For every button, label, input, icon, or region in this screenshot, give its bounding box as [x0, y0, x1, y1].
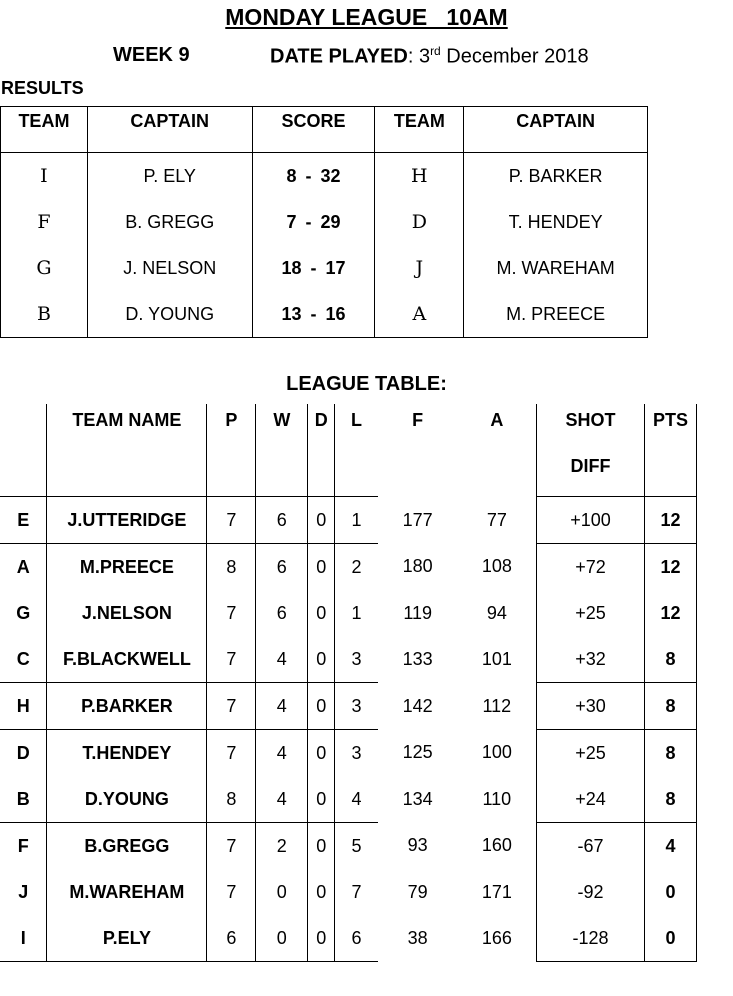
points-against: 166 — [481, 927, 512, 948]
results-header-captain: CAPTAIN — [87, 107, 252, 153]
league-header-lost: L — [335, 404, 378, 497]
date-played — [270, 44, 589, 69]
league-header-shot-diff: SHOT DIFF — [537, 404, 645, 497]
played: 6 — [207, 915, 256, 962]
shot-diff: -128 — [537, 915, 645, 962]
league-header-letter — [0, 404, 47, 497]
drawn: 0 — [308, 544, 335, 591]
shot-diff: +24 — [537, 776, 645, 823]
team-letter: B — [0, 776, 47, 823]
match-score: 13 - 16 — [252, 291, 375, 338]
home-captain: P. ELY — [87, 153, 252, 200]
team-letter: G — [0, 590, 47, 636]
league-row — [0, 730, 697, 777]
lost: 5 — [335, 823, 378, 870]
drawn: 0 — [308, 776, 335, 823]
team-letter: J — [0, 869, 47, 915]
home-team: G — [1, 245, 88, 291]
league-header-row — [0, 404, 697, 497]
points-for: 79 — [407, 881, 428, 902]
team-name: B.GREGG — [47, 823, 207, 870]
league-row — [0, 869, 697, 915]
points-against: 94 — [486, 602, 507, 623]
team-letter: H — [0, 683, 47, 730]
points-against: 77 — [486, 509, 507, 530]
team-letter: I — [0, 915, 47, 962]
away-captain: M. WAREHAM — [464, 245, 648, 291]
league-row — [0, 915, 697, 962]
home-team: F — [1, 199, 88, 245]
league-row — [0, 823, 697, 870]
league-table — [0, 404, 697, 962]
played: 7 — [207, 823, 256, 870]
date-played-label: DATE PLAYED — [270, 45, 408, 68]
points-against: 110 — [482, 788, 512, 809]
team-name: P.ELY — [47, 915, 207, 962]
results-table — [0, 106, 648, 338]
results-header-row — [1, 107, 648, 153]
home-captain: B. GREGG — [87, 199, 252, 245]
drawn: 0 — [308, 636, 335, 683]
points: 12 — [644, 590, 696, 636]
away-team: A — [375, 291, 464, 338]
league-row — [0, 683, 697, 730]
lost: 1 — [335, 497, 378, 544]
points-against: 171 — [481, 881, 512, 902]
league-row — [0, 776, 697, 823]
league-row — [0, 544, 697, 591]
points-against: 108 — [481, 556, 512, 577]
shot-diff: +25 — [537, 590, 645, 636]
team-letter: F — [0, 823, 47, 870]
date-suffix: rd — [430, 44, 441, 58]
drawn: 0 — [308, 683, 335, 730]
lost: 3 — [335, 636, 378, 683]
points: 4 — [644, 823, 696, 870]
team-letter: E — [0, 497, 47, 544]
drawn: 0 — [308, 730, 335, 777]
date-separator: : — [407, 45, 419, 68]
results-header-score: SCORE — [252, 107, 375, 153]
team-name: F.BLACKWELL — [47, 636, 207, 683]
points-for: 142 — [402, 695, 433, 716]
drawn: 0 — [308, 497, 335, 544]
lost: 4 — [335, 776, 378, 823]
league-row — [0, 590, 697, 636]
league-header-drawn: D — [308, 404, 335, 497]
points: 0 — [644, 869, 696, 915]
points-for: 38 — [407, 927, 428, 948]
team-name: J.UTTERIDGE — [47, 497, 207, 544]
shot-diff: +72 — [537, 544, 645, 591]
league-header-for: F — [412, 410, 424, 430]
lost: 2 — [335, 544, 378, 591]
team-name: J.NELSON — [47, 590, 207, 636]
lost: 6 — [335, 915, 378, 962]
won: 2 — [256, 823, 308, 870]
points: 8 — [644, 730, 696, 777]
won: 4 — [256, 636, 308, 683]
won: 0 — [256, 915, 308, 962]
points-against: 101 — [481, 648, 512, 669]
points-against: 100 — [481, 742, 512, 763]
team-name: T.HENDEY — [47, 730, 207, 777]
shot-diff: -67 — [537, 823, 645, 870]
played: 7 — [207, 683, 256, 730]
results-row — [1, 199, 648, 245]
lost: 7 — [335, 869, 378, 915]
team-name: P.BARKER — [47, 683, 207, 730]
match-score: 7 - 29 — [252, 199, 375, 245]
league-header-won: W — [256, 404, 308, 497]
shot-diff: +100 — [537, 497, 645, 544]
drawn: 0 — [308, 590, 335, 636]
league-table-heading: LEAGUE TABLE: — [286, 373, 447, 395]
date-rest: December 2018 — [440, 45, 589, 68]
away-team: H — [375, 153, 464, 200]
results-row — [1, 245, 648, 291]
away-captain: T. HENDEY — [464, 199, 648, 245]
points-for: 133 — [402, 648, 433, 669]
won: 4 — [256, 776, 308, 823]
won: 4 — [256, 683, 308, 730]
points-for: 119 — [403, 602, 433, 623]
points-against: 112 — [482, 695, 512, 716]
league-header-against: A — [490, 410, 504, 430]
results-row — [1, 291, 648, 338]
points-for: 177 — [402, 509, 433, 530]
points: 8 — [644, 636, 696, 683]
played: 8 — [207, 776, 256, 823]
won: 6 — [256, 544, 308, 591]
won: 4 — [256, 730, 308, 777]
shot-diff: +32 — [537, 636, 645, 683]
played: 7 — [207, 869, 256, 915]
match-score: 8 - 32 — [252, 153, 375, 200]
won: 6 — [256, 590, 308, 636]
drawn: 0 — [308, 823, 335, 870]
away-captain: M. PREECE — [464, 291, 648, 338]
match-score: 18 - 17 — [252, 245, 375, 291]
away-team: J — [375, 245, 464, 291]
played: 7 — [207, 590, 256, 636]
home-captain: D. YOUNG — [87, 291, 252, 338]
league-row — [0, 636, 697, 683]
drawn: 0 — [308, 915, 335, 962]
lost: 1 — [335, 590, 378, 636]
lost: 3 — [335, 730, 378, 777]
team-letter: D — [0, 730, 47, 777]
league-row — [0, 497, 697, 544]
points: 12 — [644, 544, 696, 591]
home-captain: J. NELSON — [87, 245, 252, 291]
team-name: M.WAREHAM — [47, 869, 207, 915]
points: 12 — [644, 497, 696, 544]
results-row — [1, 153, 648, 200]
won: 0 — [256, 869, 308, 915]
played: 8 — [207, 544, 256, 591]
results-header-team-2: TEAM — [375, 107, 464, 153]
team-letter: C — [0, 636, 47, 683]
points: 0 — [644, 915, 696, 962]
team-letter: A — [0, 544, 47, 591]
shot-diff: -92 — [537, 869, 645, 915]
results-header-team: TEAM — [1, 107, 88, 153]
away-team: D — [375, 199, 464, 245]
away-captain: P. BARKER — [464, 153, 648, 200]
results-heading: RESULTS — [1, 78, 84, 98]
league-header-points: PTS — [644, 404, 696, 497]
results-header-captain-2: CAPTAIN — [464, 107, 648, 153]
points: 8 — [644, 776, 696, 823]
played: 7 — [207, 730, 256, 777]
points-against: 160 — [481, 835, 512, 856]
page-title: MONDAY LEAGUE 10AM — [225, 4, 508, 30]
points-for: 180 — [402, 556, 433, 577]
team-name: D.YOUNG — [47, 776, 207, 823]
home-team: I — [1, 153, 88, 200]
won: 6 — [256, 497, 308, 544]
played: 7 — [207, 497, 256, 544]
lost: 3 — [335, 683, 378, 730]
date-day: 3 — [418, 45, 431, 68]
shot-diff: +30 — [537, 683, 645, 730]
played: 7 — [207, 636, 256, 683]
home-team: B — [1, 291, 88, 338]
points: 8 — [644, 683, 696, 730]
points-for: 93 — [407, 835, 428, 856]
points-for: 125 — [402, 742, 433, 763]
league-header-played: P — [207, 404, 256, 497]
team-name: M.PREECE — [47, 544, 207, 591]
shot-diff: +25 — [537, 730, 645, 777]
points-for: 134 — [402, 788, 433, 809]
league-header-team-name: TEAM NAME — [47, 404, 207, 497]
week-label: WEEK 9 — [113, 44, 190, 66]
drawn: 0 — [308, 869, 335, 915]
